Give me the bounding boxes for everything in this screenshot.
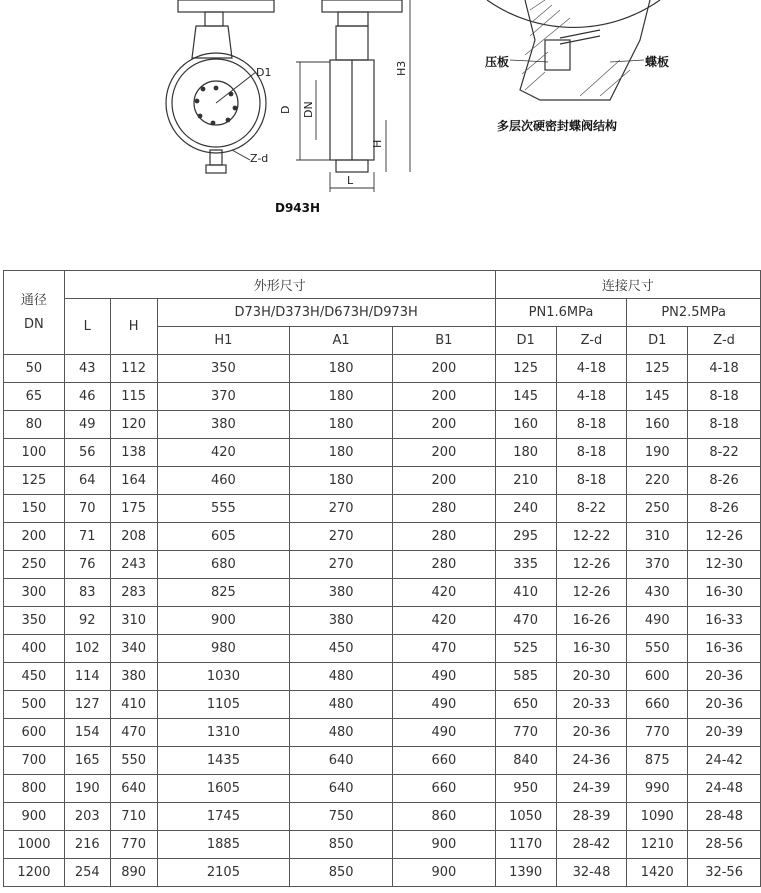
table-cell: 555 — [157, 495, 290, 523]
table-cell: 12-22 — [556, 523, 627, 551]
table-cell: 83 — [64, 579, 110, 607]
table-cell: 470 — [495, 607, 556, 635]
header-pn25: PN2.5MPa — [627, 299, 761, 327]
table-row — [4, 803, 761, 831]
table-cell: 24-39 — [556, 775, 627, 803]
table-cell: 1605 — [157, 775, 290, 803]
table-cell: 900 — [392, 859, 495, 887]
table-cell: 410 — [110, 691, 157, 719]
table-cell: 825 — [157, 579, 290, 607]
dim-h3-label: H3 — [395, 60, 408, 76]
callout-pressure-plate: 压板 — [485, 55, 510, 69]
table-cell: 120 — [110, 411, 157, 439]
table-cell: 280 — [392, 495, 495, 523]
table-cell: 660 — [392, 775, 495, 803]
table-row — [4, 439, 761, 467]
structure-caption: 多层次硬密封蝶阀结构 — [497, 119, 618, 133]
table-cell: 1030 — [157, 663, 290, 691]
table-cell: 280 — [392, 523, 495, 551]
table-cell: 370 — [157, 383, 290, 411]
table-cell: 16-36 — [688, 635, 761, 663]
table-cell: 16-30 — [688, 579, 761, 607]
table-cell: 1420 — [627, 859, 688, 887]
table-cell: 210 — [495, 467, 556, 495]
table-cell: 650 — [495, 691, 556, 719]
table-cell: 24-42 — [688, 747, 761, 775]
table-cell: 12-30 — [688, 551, 761, 579]
table-cell: 270 — [290, 495, 393, 523]
table-row — [4, 859, 761, 887]
table-cell: 125 — [4, 467, 65, 495]
table-cell: 20-33 — [556, 691, 627, 719]
table-cell: 370 — [627, 551, 688, 579]
table-row — [4, 719, 761, 747]
table-cell: 1435 — [157, 747, 290, 775]
table-row — [4, 691, 761, 719]
table-cell: 100 — [4, 439, 65, 467]
table-cell: 1000 — [4, 831, 65, 859]
table-cell: 380 — [110, 663, 157, 691]
table-cell: 8-22 — [688, 439, 761, 467]
table-cell: 145 — [495, 383, 556, 411]
table-cell: 12-26 — [556, 579, 627, 607]
table-cell: 8-26 — [688, 495, 761, 523]
table-row — [4, 635, 761, 663]
table-cell: 20-36 — [556, 719, 627, 747]
table-cell: 605 — [157, 523, 290, 551]
table-cell: 180 — [290, 411, 393, 439]
table-row — [4, 383, 761, 411]
table-row — [4, 523, 761, 551]
dim-zd-label: Z-d — [250, 152, 269, 165]
table-cell: 380 — [290, 579, 393, 607]
table-cell: 28-42 — [556, 831, 627, 859]
table-cell: 490 — [392, 691, 495, 719]
table-cell: 335 — [495, 551, 556, 579]
table-cell: 480 — [290, 691, 393, 719]
table-cell: 175 — [110, 495, 157, 523]
table-cell: 800 — [4, 775, 65, 803]
table-cell: 24-36 — [556, 747, 627, 775]
table-cell: 65 — [4, 383, 65, 411]
table-row — [4, 663, 761, 691]
table-cell: 8-18 — [556, 467, 627, 495]
table-cell: 20-36 — [688, 663, 761, 691]
table-cell: 380 — [290, 607, 393, 635]
table-body — [4, 355, 761, 887]
table-cell: 20-36 — [688, 691, 761, 719]
header-outline-dimensions: 外形尺寸 — [64, 271, 495, 299]
table-cell: 145 — [627, 383, 688, 411]
table-cell: 150 — [4, 495, 65, 523]
table-cell: 76 — [64, 551, 110, 579]
table-cell: 43 — [64, 355, 110, 383]
table-cell: 490 — [627, 607, 688, 635]
table-cell: 80 — [4, 411, 65, 439]
table-cell: 450 — [290, 635, 393, 663]
table-cell: 270 — [290, 523, 393, 551]
header-h: H — [110, 299, 157, 355]
header-connection-dimensions: 连接尺寸 — [495, 271, 760, 299]
table-cell: 50 — [4, 355, 65, 383]
table-row — [4, 607, 761, 635]
table-cell: 70 — [64, 495, 110, 523]
table-cell: 32-56 — [688, 859, 761, 887]
table-cell: 2105 — [157, 859, 290, 887]
table-cell: 525 — [495, 635, 556, 663]
seal-structure-detail — [487, 0, 660, 100]
table-cell: 46 — [64, 383, 110, 411]
table-cell: 840 — [495, 747, 556, 775]
table-cell: 8-18 — [556, 439, 627, 467]
table-cell: 280 — [392, 551, 495, 579]
header-d1-pn25: D1 — [627, 327, 688, 355]
table-cell: 92 — [64, 607, 110, 635]
table-cell: 700 — [4, 747, 65, 775]
table-cell: 216 — [64, 831, 110, 859]
table-cell: 770 — [110, 831, 157, 859]
header-models: D73H/D373H/D673H/D973H — [157, 299, 495, 327]
table-cell: 490 — [392, 719, 495, 747]
table-row — [4, 495, 761, 523]
table-cell: 770 — [495, 719, 556, 747]
table-cell: 640 — [290, 747, 393, 775]
table-cell: 180 — [290, 355, 393, 383]
table-cell: 240 — [495, 495, 556, 523]
table-cell: 28-56 — [688, 831, 761, 859]
table-cell: 1105 — [157, 691, 290, 719]
table-cell: 900 — [157, 607, 290, 635]
table-cell: 585 — [495, 663, 556, 691]
table-cell: 4-18 — [688, 355, 761, 383]
table-cell: 220 — [627, 467, 688, 495]
header-d1-pn16: D1 — [495, 327, 556, 355]
header-b1: B1 — [392, 327, 495, 355]
table-cell: 860 — [392, 803, 495, 831]
table-cell: 310 — [627, 523, 688, 551]
table-cell: 430 — [627, 579, 688, 607]
table-cell: 310 — [110, 607, 157, 635]
table-cell: 710 — [110, 803, 157, 831]
header-a1: A1 — [290, 327, 393, 355]
table-cell: 8-18 — [688, 411, 761, 439]
table-cell: 138 — [110, 439, 157, 467]
table-cell: 102 — [64, 635, 110, 663]
table-cell: 125 — [495, 355, 556, 383]
table-row — [4, 411, 761, 439]
table-cell: 875 — [627, 747, 688, 775]
table-cell: 1170 — [495, 831, 556, 859]
table-cell: 480 — [290, 719, 393, 747]
table-cell: 180 — [290, 439, 393, 467]
table-cell: 850 — [290, 831, 393, 859]
table-cell: 340 — [110, 635, 157, 663]
table-cell: 243 — [110, 551, 157, 579]
table-cell: 71 — [64, 523, 110, 551]
table-cell: 112 — [110, 355, 157, 383]
dim-dn-label: DN — [302, 101, 315, 118]
table-cell: 600 — [4, 719, 65, 747]
table-cell: 1090 — [627, 803, 688, 831]
callout-disc: 蝶板 — [645, 55, 670, 69]
header-dn: 通径 DN — [4, 271, 65, 355]
table-cell: 32-48 — [556, 859, 627, 887]
table-cell: 270 — [290, 551, 393, 579]
table-cell: 450 — [4, 663, 65, 691]
table-cell: 49 — [64, 411, 110, 439]
table-cell: 165 — [64, 747, 110, 775]
table-row — [4, 747, 761, 775]
table-cell: 350 — [157, 355, 290, 383]
table-cell: 28-39 — [556, 803, 627, 831]
table-cell: 8-18 — [556, 411, 627, 439]
table-cell: 850 — [290, 859, 393, 887]
table-cell: 283 — [110, 579, 157, 607]
dim-l-label: L — [347, 174, 354, 187]
table-row — [4, 831, 761, 859]
table-cell: 420 — [392, 579, 495, 607]
table-cell: 12-26 — [688, 523, 761, 551]
header-h1: H1 — [157, 327, 290, 355]
table-cell: 20-39 — [688, 719, 761, 747]
table-cell: 4-18 — [556, 355, 627, 383]
table-cell: 470 — [110, 719, 157, 747]
table-cell: 1390 — [495, 859, 556, 887]
table-cell: 200 — [392, 439, 495, 467]
actuator-body-side — [322, 0, 402, 12]
table-cell: 1200 — [4, 859, 65, 887]
table-cell: 890 — [110, 859, 157, 887]
table-cell: 460 — [157, 467, 290, 495]
table-cell: 180 — [290, 467, 393, 495]
table-cell: 24-48 — [688, 775, 761, 803]
table-row — [4, 775, 761, 803]
table-cell: 950 — [495, 775, 556, 803]
table-cell: 410 — [495, 579, 556, 607]
table-row — [4, 355, 761, 383]
table-cell: 114 — [64, 663, 110, 691]
table-cell: 254 — [64, 859, 110, 887]
table-cell: 8-18 — [688, 383, 761, 411]
table-cell: 1310 — [157, 719, 290, 747]
table-cell: 4-18 — [556, 383, 627, 411]
valve-drawing — [0, 0, 761, 270]
table-cell: 990 — [627, 775, 688, 803]
table-cell: 300 — [4, 579, 65, 607]
table-cell: 770 — [627, 719, 688, 747]
table-cell: 660 — [392, 747, 495, 775]
table-cell: 550 — [110, 747, 157, 775]
table-cell: 550 — [627, 635, 688, 663]
table-row — [4, 579, 761, 607]
table-cell: 8-26 — [688, 467, 761, 495]
header-zd-pn25: Z-d — [688, 327, 761, 355]
table-cell: 1050 — [495, 803, 556, 831]
table-cell: 164 — [110, 467, 157, 495]
table-cell: 250 — [4, 551, 65, 579]
table-cell: 127 — [64, 691, 110, 719]
table-cell: 16-26 — [556, 607, 627, 635]
table-cell: 1210 — [627, 831, 688, 859]
table-cell: 190 — [627, 439, 688, 467]
table-row — [4, 551, 761, 579]
table-cell: 8-22 — [556, 495, 627, 523]
table-row — [4, 467, 761, 495]
header-l: L — [64, 299, 110, 355]
header-zd-pn16: Z-d — [556, 327, 627, 355]
table-cell: 490 — [392, 663, 495, 691]
table-cell: 1885 — [157, 831, 290, 859]
table-cell: 56 — [64, 439, 110, 467]
table-cell: 750 — [290, 803, 393, 831]
table-cell: 200 — [392, 467, 495, 495]
table-cell: 154 — [64, 719, 110, 747]
dimension-table — [3, 270, 761, 887]
table-cell: 180 — [290, 383, 393, 411]
table-cell: 203 — [64, 803, 110, 831]
table-cell: 420 — [157, 439, 290, 467]
table-cell: 600 — [627, 663, 688, 691]
actuator-body-front — [178, 0, 274, 12]
table-cell: 200 — [4, 523, 65, 551]
header-pn16: PN1.6MPa — [495, 299, 627, 327]
table-cell: 1745 — [157, 803, 290, 831]
table-cell: 380 — [157, 411, 290, 439]
table-cell: 190 — [64, 775, 110, 803]
table-cell: 480 — [290, 663, 393, 691]
table-cell: 420 — [392, 607, 495, 635]
table-cell: 16-33 — [688, 607, 761, 635]
table-cell: 64 — [64, 467, 110, 495]
table-cell: 200 — [392, 355, 495, 383]
table-cell: 180 — [495, 439, 556, 467]
table-cell: 160 — [627, 411, 688, 439]
table-cell: 295 — [495, 523, 556, 551]
table-cell: 900 — [4, 803, 65, 831]
table-cell: 115 — [110, 383, 157, 411]
table-cell: 640 — [110, 775, 157, 803]
table-cell: 200 — [392, 411, 495, 439]
table-cell: 350 — [4, 607, 65, 635]
table-cell: 500 — [4, 691, 65, 719]
table-cell: 660 — [627, 691, 688, 719]
dim-d1-label: D1 — [256, 66, 272, 79]
dim-d-label: D — [279, 105, 292, 114]
table-cell: 20-30 — [556, 663, 627, 691]
table-cell: 470 — [392, 635, 495, 663]
table-cell: 160 — [495, 411, 556, 439]
table-cell: 16-30 — [556, 635, 627, 663]
table-cell: 900 — [392, 831, 495, 859]
table-cell: 12-26 — [556, 551, 627, 579]
table-cell: 208 — [110, 523, 157, 551]
dim-h-label: H — [371, 139, 384, 148]
table-cell: 200 — [392, 383, 495, 411]
table-cell: 28-48 — [688, 803, 761, 831]
table-cell: 125 — [627, 355, 688, 383]
table-cell: 400 — [4, 635, 65, 663]
table-cell: 680 — [157, 551, 290, 579]
table-cell: 250 — [627, 495, 688, 523]
table-cell: 640 — [290, 775, 393, 803]
table-cell: 980 — [157, 635, 290, 663]
model-label: D943H — [275, 201, 321, 215]
